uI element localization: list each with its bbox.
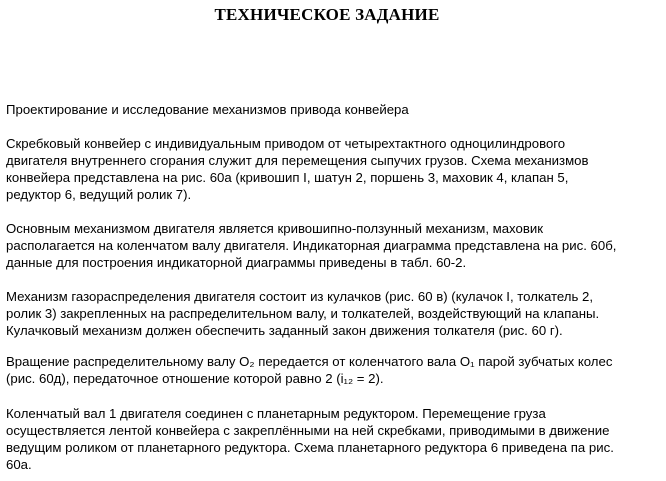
paragraph-line: двигателя внутреннего сгорания служит для перемещения сыпучих грузов. Схема механизмов bbox=[6, 153, 589, 168]
paragraph-line: Вращение распределительному валу O₂ передается от коленчатого вала O₁ парой зубчатых колес bbox=[6, 354, 613, 369]
paragraph-line: (рис. 60д), передаточное отношение которой равно 2 (i₁₂ = 2). bbox=[6, 371, 384, 386]
paragraph-line: осуществляется лентой конвейера с закреплёнными на ней скребками, приводимыми в движение bbox=[6, 423, 610, 438]
paragraph-line: Скребковый конвейер с индивидуальным приводом от четырехтактного одноцилиндрового bbox=[6, 136, 566, 151]
paragraph-line: Основным механизмом двигателя является кривошипно-ползунный механизм, маховик bbox=[6, 221, 543, 236]
document-title: ТЕХНИЧЕСКОЕ ЗАДАНИЕ bbox=[214, 5, 440, 24]
paragraph-line: Механизм газораспределения двигателя состоит из кулачков (рис. 60 в) (кулачок I, толкатель 2, bbox=[6, 289, 594, 304]
paragraph-gear-transmission bbox=[6, 353, 656, 387]
paragraph-line: ролик 3) закрепленных на распределительном валу, и толкателей, воздействующий на клапаны. bbox=[6, 306, 600, 321]
paragraph-planetary-reducer bbox=[6, 405, 656, 473]
paragraph-line: данные для построения индикаторной диаграммы приведены в табл. 60-2. bbox=[6, 255, 467, 270]
paragraph-conveyor-description bbox=[6, 135, 656, 203]
document-subtitle: Проектирование и исследование механизмов привода конвейера bbox=[6, 102, 409, 117]
paragraph-line: Кулачковый механизм должен обеспечить заданный закон движения толкателя (рис. 60 г). bbox=[6, 323, 563, 338]
paragraph-line: конвейера представлена на рис. 60а (кривошип I, шатун 2, поршень 3, маховик 4, клапан 5, bbox=[6, 170, 569, 185]
paragraph-line: Коленчатый вал 1 двигателя соединен с планетарным редуктором. Перемещение груза bbox=[6, 406, 546, 421]
paragraph-line: 60а. bbox=[6, 457, 32, 472]
paragraph-line: ведущим роликом от планетарного редуктора. Схема планетарного редуктора 6 приведена па рис. bbox=[6, 440, 614, 455]
paragraph-line: редуктор 6, ведущий ролик 7). bbox=[6, 187, 192, 202]
paragraph-main-mechanism bbox=[6, 220, 656, 271]
paragraph-line: располагается на коленчатом валу двигателя. Индикаторная диаграмма представлена на рис. 60б, bbox=[6, 238, 617, 253]
paragraph-gas-distribution bbox=[6, 288, 656, 339]
